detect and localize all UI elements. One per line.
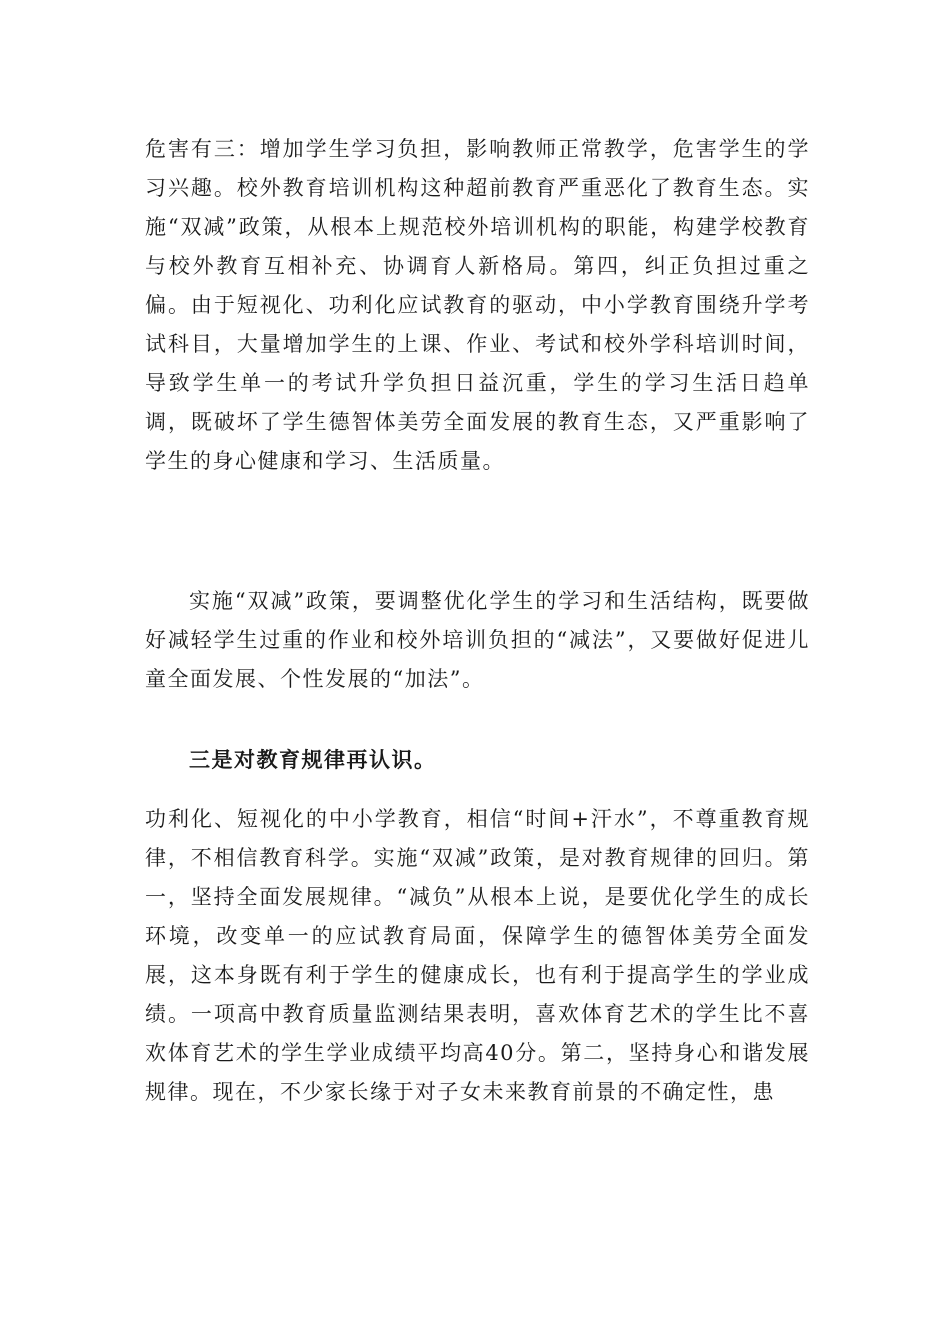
paragraph-education-laws: 功利化、短视化的中小学教育，相信“时间+汗水”，不尊重教育规律，不相信教育科学。实施“双减”政策，是对教育规律的回归。第一，坚持全面发展规律。“减负”从根本上说，是要优化学生的成长环境，改变单一的应试教育局面，保障学生的德智体美劳全面发展，这本身既有利于学生的健康成长，也有利于提高学生的学业成绩。一项高中教育质量监测结果表明，喜欢体育艺术的学生比不喜欢体育艺术的学生学业成绩平均高40分。第二，坚持身心和谐发展规律。现在，不少家长缘于对子女未来教育前景的不确定性，患 [145, 807, 810, 1104]
paragraph-harms-continued: 危害有三：增加学生学习负担，影响教师正常教学，危害学生的学习兴趣。校外教育培训机构这种超前教育严重恶化了教育生态。实施“双减”政策，从根本上规范校外培训机构的职能，构建学校教育与校外教育互相补充、协调育人新格局。第四，纠正负担过重之偏。由于短视化、功利化应试教育的驱动，中小学教育围绕升学考试科目，大量增加学生的上课、作业、考试和校外学科培训时间，导致学生单一的考试升学负担日益沉重，学生的学习生活日趋单调，既破坏了学生德智体美劳全面发展的教育生态，又严重影响了学生的身心健康和学习、生活质量。 [145, 137, 810, 473]
section-heading-education-laws: 三是对教育规律再认识。 [189, 747, 437, 772]
paragraph-double-reduction-structure: 实施“双减”政策，要调整优化学生的学习和生活结构，既要做好减轻学生过重的作业和校外培训负担的“减法”，又要做好促进儿童全面发展、个性发展的“加法”。 [145, 589, 810, 691]
